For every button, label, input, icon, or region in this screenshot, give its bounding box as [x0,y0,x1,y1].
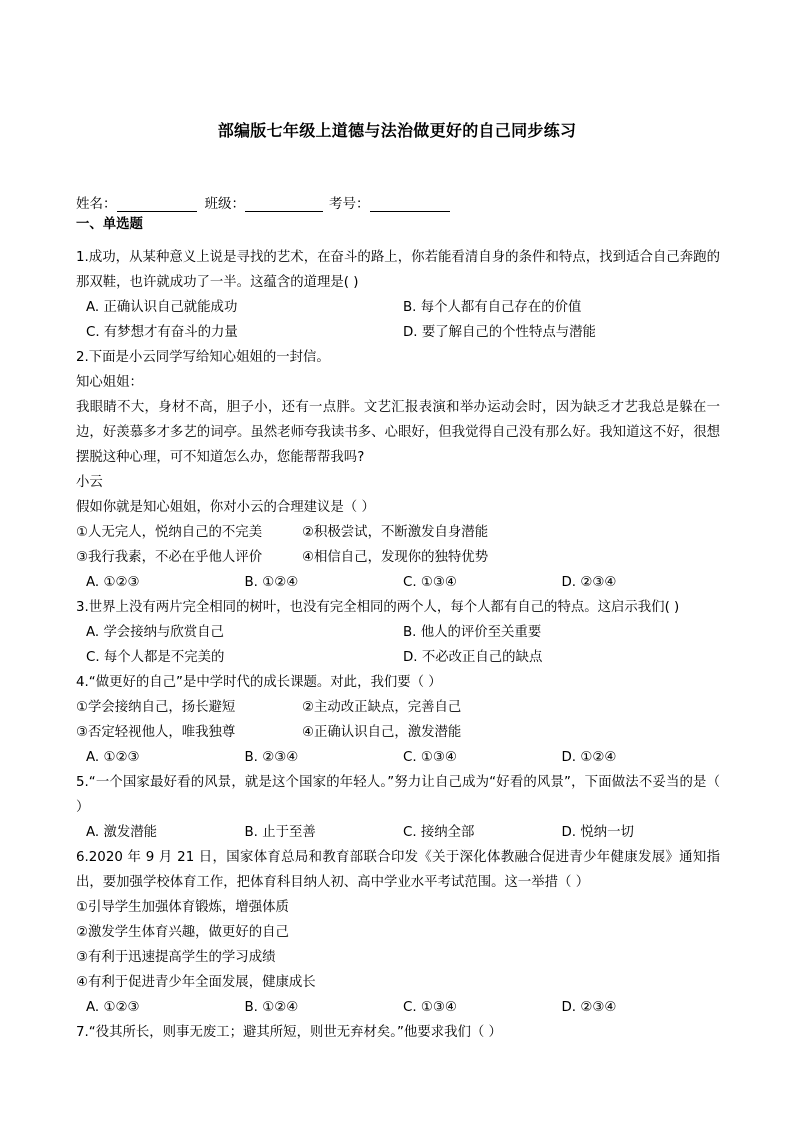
name-label: 姓名： [76,196,117,212]
letter-body: 我眼睛不大，身材不高，胆子小，还有一点胖。文艺汇报表演和举办运动会时，因为缺乏才艺我总是躲在一边，好羡慕多才多艺的词亭。虽然老师夸我读书多、心眼好，但我觉得自己没有那么好。我知道这不好，很想摆脱这种心理，可不知道怎么办，您能帮帮我吗? [76,400,720,465]
question-3-options-row2 [76,645,720,670]
exam-label: 考号： [329,196,370,212]
question-4-statements-row2 [76,720,720,745]
q1-option-c[interactable]: C. 有梦想才有奋斗的力量 [86,325,238,340]
q6-option-a[interactable]: A. ①②③ [86,1000,140,1015]
q4-statement-2: ②主动改正缺点，完善自己 [302,700,462,715]
question-2-statements-row1 [76,520,720,545]
q4-option-b[interactable]: B. ②③④ [244,750,299,765]
q1-option-d[interactable]: D. 要了解自己的个性特点与潜能 [403,325,596,340]
question-5-options [76,820,720,845]
question-2-statements-row2 [76,545,720,570]
question-6-stem: 6.2020 年 9 月 21 日，国家体育总局和教育部联合印发《关于深化体教融合促进青少年健康发展》通知指出，要加强学校体育工作，把体育科目纳人初、高中学业水平考试范围。这一举措（ ） [76,850,720,890]
q6-statement-3: ③有利于迅速提高学生的学习成绩 [76,950,276,965]
q4-option-c[interactable]: C. ①③④ [403,750,457,765]
question-1-options-row1 [76,295,720,320]
document-title: 部编版七年级上道德与法治做更好的自己同步练习 [217,121,577,140]
q2-statement-2: ②积极尝试，不断激发自身潜能 [302,525,489,540]
q6-statement-2: ②激发学生体育兴趣，做更好的自己 [76,925,289,940]
letter-signature: 小云 [76,475,103,490]
q6-statement-4: ④有利于促进青少年全面发展，健康成长 [76,975,316,990]
letter-salutation: 知心姐姐： [76,375,143,390]
exam-blank[interactable] [370,197,450,212]
question-4-statements-row1 [76,695,720,720]
question-2-prompt: 假如你就是知心姐姐，你对小云的合理建议是（ ） [76,500,375,515]
q2-option-c[interactable]: C. ①③④ [403,575,457,590]
q2-statement-4: ④相信自己，发现你的独特优势 [302,550,489,565]
q5-option-d[interactable]: D. 悦纳一切 [561,825,634,840]
q2-option-a[interactable]: A. ①②③ [86,575,140,590]
question-4-stem: 4.“做更好的自己”是中学时代的成长课题。对此，我们要（ ） [76,675,442,690]
question-6-options [76,995,720,1020]
q6-statement-1: ①引导学生加强体育锻炼，增强体质 [76,900,289,915]
q4-statement-3: ③否定轻视他人，唯我独尊 [76,725,236,740]
class-blank[interactable] [245,197,323,212]
q5-option-c[interactable]: C. 接纳全部 [403,825,475,840]
question-1-stem: 1.成功，从某种意义上说是寻找的艺术，在奋斗的路上，你若能看清自身的条件和特点，找到适合自己奔跑的那双鞋，也许就成功了一半。这蕴含的道理是( ) [76,250,720,290]
question-2-stem: 2.下面是小云同学写给知心姐姐的一封信。 [76,350,330,365]
question-7-stem: 7.“役其所长，则事无废工；避其所短，则世无弃材矣。”他要求我们（ ） [76,1025,502,1040]
q4-statement-1: ①学会接纳自己，扬长避短 [76,700,236,715]
question-list [76,212,720,1045]
q4-statement-4: ④正确认识自己，激发潜能 [302,725,462,740]
q6-option-d[interactable]: D. ②③④ [561,1000,617,1015]
question-4-options [76,745,720,770]
q4-option-a[interactable]: A. ①②③ [86,750,140,765]
q1-option-a[interactable]: A. 正确认识自己就能成功 [86,300,238,315]
q2-option-b[interactable]: B. ①②④ [244,575,299,590]
q3-option-b[interactable]: B. 他人的评价至关重要 [403,625,542,640]
question-3-stem: 3.世界上没有两片完全相同的树叶，也没有完全相同的两个人，每个人都有自己的特点。这启示我们( ) [76,600,680,615]
student-info-line [76,192,456,212]
section-heading: 一、单选题 [76,217,143,232]
name-blank[interactable] [117,197,197,212]
question-1-options-row2 [76,320,720,345]
q5-option-b[interactable]: B. 止于至善 [244,825,316,840]
class-label: 班级： [204,196,245,212]
question-5-stem: 5.“一个国家最好看的风景，就是这个国家的年轻人。”努力让自己成为“好看的风景”，下面做法不妥当的是（ ） [76,775,720,815]
q3-option-a[interactable]: A. 学会接纳与欣赏自己 [86,625,224,640]
q3-option-c[interactable]: C. 每个人都是不完美的 [86,650,225,665]
q1-option-b[interactable]: B. 每个人都有自己存在的价值 [403,300,582,315]
q2-statement-1: ①人无完人，悦纳自己的不完美 [76,525,263,540]
q4-option-d[interactable]: D. ①②④ [561,750,617,765]
q6-option-b[interactable]: B. ①②④ [244,1000,299,1015]
q6-option-c[interactable]: C. ①③④ [403,1000,457,1015]
q5-option-a[interactable]: A. 激发潜能 [86,825,157,840]
question-3-options-row1 [76,620,720,645]
q2-statement-3: ③我行我素，不必在乎他人评价 [76,550,263,565]
q2-option-d[interactable]: D. ②③④ [561,575,617,590]
question-2-options [76,570,720,595]
q3-option-d[interactable]: D. 不必改正自己的缺点 [403,650,543,665]
